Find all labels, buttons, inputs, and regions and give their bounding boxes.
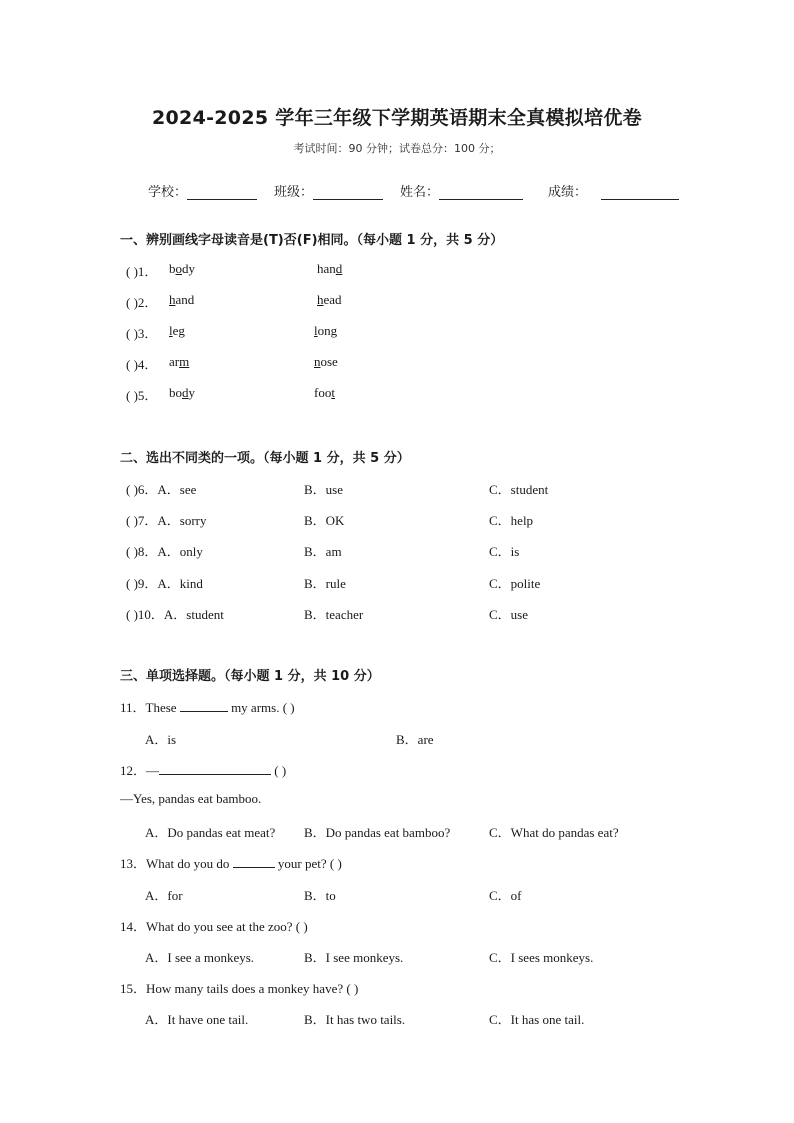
q13-option-a: A．for bbox=[145, 888, 183, 903]
section2-title: 二、选出不同类的一项。（每小题 1 分，共 5 分） bbox=[120, 451, 410, 466]
q14-option-b: B．I see monkeys. bbox=[304, 950, 404, 965]
class-label: 班级： bbox=[274, 185, 314, 200]
s2-item-9-b: B．rule bbox=[304, 576, 346, 591]
s1-item-3-num: ( )3． bbox=[126, 326, 158, 341]
class-blank[interactable] bbox=[313, 186, 383, 200]
school-field bbox=[148, 181, 257, 200]
s2-item-8-a: ( )8．A．only bbox=[126, 544, 203, 559]
s1-item-2-num: ( )2． bbox=[126, 295, 158, 310]
s2-item-10-a: ( )10．A．student bbox=[126, 607, 224, 622]
q15-stem: 15．How many tails does a monkey have? ( ) bbox=[120, 981, 359, 996]
s1-item-1-word2: hand bbox=[317, 261, 343, 276]
s1-item-5-word2: foot bbox=[314, 385, 335, 400]
exam-subtitle: 考试时间：90 分钟；试卷总分：100 分； bbox=[293, 142, 501, 155]
q12-option-c: C．What do pandas eat? bbox=[489, 825, 619, 840]
s1-item-4-word2: nose bbox=[314, 354, 338, 369]
q13-option-b: B．to bbox=[304, 888, 336, 903]
s1-item-3-word1: leg bbox=[169, 323, 185, 338]
q11-option-b: B．are bbox=[396, 732, 434, 747]
s2-item-8-b: B．am bbox=[304, 544, 342, 559]
q15-option-a: A．It have one tail. bbox=[145, 1012, 249, 1027]
name-label: 姓名： bbox=[400, 185, 440, 200]
q12-reply: —Yes, pandas eat bamboo. bbox=[120, 791, 262, 806]
class-field bbox=[274, 181, 383, 200]
s1-item-2-word1: hand bbox=[169, 292, 195, 307]
score-label: 成绩： bbox=[548, 185, 588, 200]
s1-item-1-word1: body bbox=[169, 261, 195, 276]
score-field bbox=[548, 181, 679, 200]
q11-stem: 11．These my arms. ( ) bbox=[120, 700, 295, 715]
q14-stem: 14．What do you see at the zoo? ( ) bbox=[120, 919, 308, 934]
q12-option-a: A．Do pandas eat meat? bbox=[145, 825, 276, 840]
section1-title: 一、辨别画线字母读音是(T)否(F)相同。（每小题 1 分，共 5 分） bbox=[120, 233, 504, 248]
q14-option-a: A．I see a monkeys. bbox=[145, 950, 255, 965]
q11-option-a: A．is bbox=[145, 732, 177, 747]
s1-item-5-num: ( )5． bbox=[126, 388, 158, 403]
q12-blank[interactable] bbox=[159, 762, 271, 775]
s2-item-7-a: ( )7．A．sorry bbox=[126, 513, 207, 528]
s2-item-6-c: C．student bbox=[489, 482, 549, 497]
s2-item-6-a: ( )6．A．see bbox=[126, 482, 197, 497]
q14-option-c: C．I sees monkeys. bbox=[489, 950, 594, 965]
school-blank[interactable] bbox=[187, 186, 257, 200]
s1-item-2-word2: head bbox=[317, 292, 342, 307]
q15-option-b: B．It has two tails. bbox=[304, 1012, 406, 1027]
q13-blank[interactable] bbox=[233, 855, 275, 868]
s2-item-9-c: C．polite bbox=[489, 576, 541, 591]
q12-stem: 12．— ( ) bbox=[120, 763, 287, 778]
q13-option-c: C．of bbox=[489, 888, 522, 903]
s2-item-6-b: B．use bbox=[304, 482, 344, 497]
s2-item-7-b: B．OK bbox=[304, 513, 345, 528]
q11-blank[interactable] bbox=[180, 699, 228, 712]
s1-item-4-num: ( )4． bbox=[126, 357, 158, 372]
s1-item-3-word2: long bbox=[314, 323, 338, 338]
s2-item-9-a: ( )9．A．kind bbox=[126, 576, 203, 591]
s1-item-4-word1: arm bbox=[169, 354, 190, 369]
s1-item-1-num: ( )1． bbox=[126, 264, 158, 279]
name-blank[interactable] bbox=[439, 186, 523, 200]
school-label: 学校： bbox=[148, 185, 188, 200]
score-blank[interactable] bbox=[601, 186, 679, 200]
s2-item-10-b: B．teacher bbox=[304, 607, 364, 622]
exam-title: 2024-2025 学年三年级下学期英语期末全真模拟培优卷 bbox=[152, 107, 642, 129]
s2-item-10-c: C．use bbox=[489, 607, 529, 622]
q15-option-c: C．It has one tail. bbox=[489, 1012, 585, 1027]
q13-stem: 13．What do you do your pet? ( ) bbox=[120, 856, 342, 871]
s1-item-5-word1: body bbox=[169, 385, 195, 400]
name-field bbox=[400, 181, 523, 200]
q12-option-b: B．Do pandas eat bamboo? bbox=[304, 825, 451, 840]
s2-item-8-c: C．is bbox=[489, 544, 520, 559]
s2-item-7-c: C．help bbox=[489, 513, 534, 528]
section3-title: 三、单项选择题。（每小题 1 分，共 10 分） bbox=[120, 669, 380, 684]
